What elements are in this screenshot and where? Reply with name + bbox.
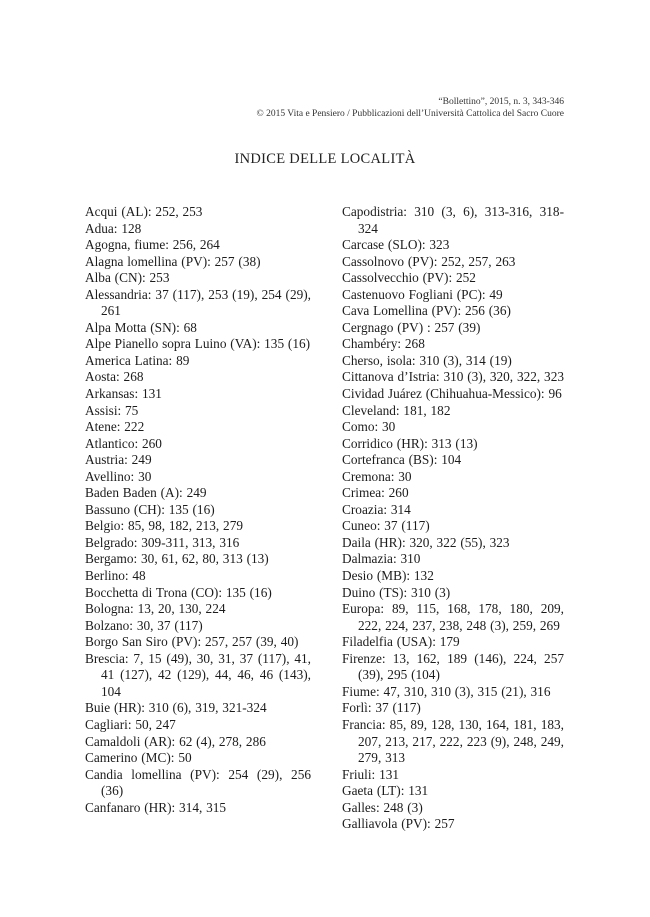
index-entry: Arkansas: 131	[85, 386, 162, 402]
index-entry: Alpe Pianello sopra Luino (VA): 135 (16)	[85, 336, 311, 352]
index-entry: Corridico (HR): 313 (13)	[342, 435, 478, 451]
index-entry: Gaeta (LT): 131	[342, 783, 429, 799]
index-entry: Firenze: 13, 162, 189 (146), 224, 257 (39), 295 (104)	[342, 650, 564, 683]
index-entry: Austria: 249	[85, 452, 152, 468]
index-entry: Carcase (SLO): 323	[342, 237, 450, 253]
index-entry: Atene: 222	[85, 419, 145, 435]
citation-line: “Bollettino”, 2015, n. 3, 343-346	[438, 97, 564, 107]
index-entry: Croazia: 314	[342, 501, 411, 517]
index-entry: Acqui (AL): 252, 253	[85, 204, 203, 219]
index-entry: Agogna, fiume: 256, 264	[85, 237, 220, 253]
index-entry: Cuneo: 37 (117)	[342, 518, 430, 534]
index-entry: Bergamo: 30, 61, 62, 80, 313 (13)	[85, 551, 269, 567]
index-entry: Capodistria: 310 (3, 6), 313-316, 318-324	[342, 204, 564, 236]
index-entry: Europa: 89, 115, 168, 178, 180, 209, 222, 224, 237, 238, 248 (3), 259, 269	[342, 601, 564, 633]
index-entry: Como: 30	[342, 419, 396, 435]
index-entry: Belgrado: 309-311, 313, 316	[85, 534, 240, 550]
index-entry: Alagna lomellina (PV): 257 (38)	[85, 253, 261, 269]
index-entry: Cittanova d’Istria: 310 (3), 320, 322, 323	[342, 369, 564, 385]
index-column-left	[85, 204, 311, 816]
index-entry: Bolzano: 30, 37 (117)	[85, 617, 203, 633]
index-entry: Friuli: 131	[342, 766, 400, 782]
index-entry: Canfanaro (HR): 314, 315	[85, 799, 227, 815]
index-entry: Forlì: 37 (117)	[342, 700, 421, 716]
index-entry: Castenuovo Fogliani (PC): 49	[342, 286, 503, 302]
page-title: INDICE DELLE LOCALITÀ	[234, 151, 416, 167]
index-entry: America Latina: 89	[85, 352, 190, 368]
index-entry: Baden Baden (A): 249	[85, 485, 207, 501]
index-entry: Duino (TS): 310 (3)	[342, 584, 451, 600]
index-entry: Berlino: 48	[85, 568, 146, 584]
index-entry: Alessandria: 37 (117), 253 (19), 254 (29), 261	[85, 286, 311, 319]
index-column-right	[342, 204, 564, 833]
index-entry: Galliavola (PV): 257	[342, 816, 455, 832]
index-entry: Francia: 85, 89, 128, 130, 164, 181, 183, 207, 213, 217, 222, 223 (9), 248, 249, 279, 313	[342, 716, 564, 766]
index-entry: Cleveland: 181, 182	[342, 402, 451, 418]
index-entry: Filadelfia (USA): 179	[342, 634, 460, 650]
index-entry: Crimea: 260	[342, 485, 409, 501]
index-entry: Candia lomellina (PV): 254 (29), 256 (36)	[85, 766, 311, 799]
index-entry: Buie (HR): 310 (6), 319, 321-324	[85, 700, 267, 716]
index-entry: Camaldoli (AR): 62 (4), 278, 286	[85, 733, 266, 749]
index-entry: Dalmazia: 310	[342, 551, 421, 567]
index-entry: Borgo San Siro (PV): 257, 257 (39, 40)	[85, 634, 299, 650]
index-entry: Cortefranca (BS): 104	[342, 452, 462, 468]
index-entry: Cividad Juárez (Chihuahua-Messico): 96	[342, 386, 562, 402]
index-entry: Cagliari: 50, 247	[85, 716, 176, 732]
index-entry: Assisi: 75	[85, 402, 139, 418]
index-entry: Belgio: 85, 98, 182, 213, 279	[85, 518, 243, 534]
index-entry: Camerino (MC): 50	[85, 750, 192, 766]
index-entry: Bassuno (CH): 135 (16)	[85, 501, 215, 517]
index-entry: Alpa Motta (SN): 68	[85, 319, 197, 335]
index-entry: Aosta: 268	[85, 369, 144, 385]
index-entry: Avellino: 30	[85, 468, 152, 484]
index-entry: Cava Lomellina (PV): 256 (36)	[342, 303, 511, 319]
index-entry: Atlantico: 260	[85, 435, 162, 451]
index-entry: Cherso, isola: 310 (3), 314 (19)	[342, 352, 512, 368]
index-entry: Bologna: 13, 20, 130, 224	[85, 601, 226, 617]
copyright-line: © 2015 Vita e Pensiero / Pubblicazioni dell’Università Cattolica del Sacro Cuore	[256, 109, 564, 119]
index-entry: Cremona: 30	[342, 468, 412, 484]
index-entry: Daila (HR): 320, 322 (55), 323	[342, 534, 510, 550]
index-entry: Chambéry: 268	[342, 336, 425, 352]
index-entry: Bocchetta di Trona (CO): 135 (16)	[85, 584, 272, 600]
index-entry: Cergnago (PV) : 257 (39)	[342, 319, 481, 335]
index-entry: Brescia: 7, 15 (49), 30, 31, 37 (117), 41, 41 (127), 42 (129), 44, 46, 46 (143), 104	[85, 650, 311, 699]
page-header	[257, 96, 565, 120]
index-entry: Cassolvecchio (PV): 252	[342, 270, 476, 286]
index-entry: Galles: 248 (3)	[342, 799, 423, 815]
index-entry: Cassolnovo (PV): 252, 257, 263	[342, 253, 516, 269]
index-entry: Desio (MB): 132	[342, 568, 434, 584]
index-entry: Alba (CN): 253	[85, 270, 170, 286]
index-entry: Adua: 128	[85, 220, 142, 236]
index-entry: Fiume: 47, 310, 310 (3), 315 (21), 316	[342, 683, 551, 699]
